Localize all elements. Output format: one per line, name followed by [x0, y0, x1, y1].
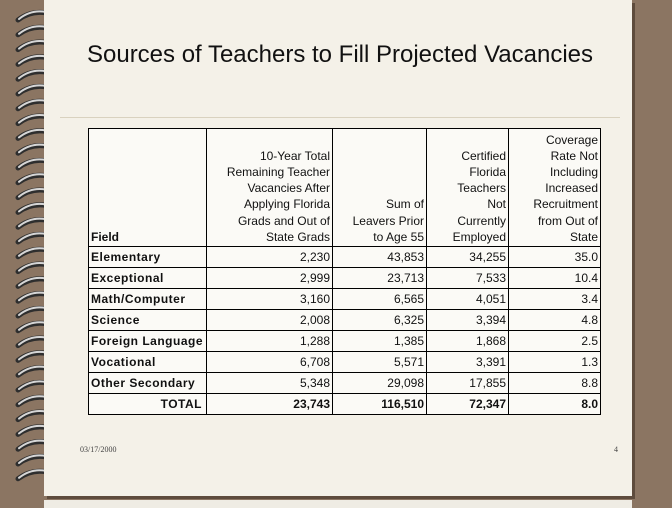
cell-field: Exceptional: [89, 268, 207, 289]
footer-page-number: 4: [614, 445, 618, 454]
slide-title: Sources of Teachers to Fill Projected Vacancies: [86, 41, 594, 68]
cell-certified-not-employed: 7,533: [427, 268, 509, 289]
cell-field: Foreign Language: [89, 331, 207, 352]
cell-certified-not-employed: 17,855: [427, 373, 509, 394]
cell-remaining-vacancies: 1,288: [207, 331, 333, 352]
cell-certified-not-employed: 1,868: [427, 331, 509, 352]
cell-remaining-vacancies: 2,999: [207, 268, 333, 289]
table-row: [89, 373, 601, 394]
cell-remaining-vacancies: 2,008: [207, 310, 333, 331]
next-page-edge: [44, 500, 632, 508]
header-row: [89, 129, 601, 247]
cell-field: Other Secondary: [89, 373, 207, 394]
cell-field: Elementary: [89, 247, 207, 268]
cell-certified-not-employed: 3,391: [427, 352, 509, 373]
table-row: [89, 247, 601, 268]
cell-remaining-vacancies: 3,160: [207, 289, 333, 310]
teacher-sources-table: [88, 128, 601, 415]
cell-coverage-rate: 35.0: [509, 247, 601, 268]
footer-date: 03/17/2000: [80, 445, 117, 454]
cell-remaining-vacancies: 23,743: [207, 394, 333, 415]
cell-coverage-rate: 3.4: [509, 289, 601, 310]
cell-field: Vocational: [89, 352, 207, 373]
cell-field: TOTAL: [89, 394, 207, 415]
header-field: Field: [89, 129, 207, 247]
cell-certified-not-employed: 72,347: [427, 394, 509, 415]
cell-coverage-rate: 8.0: [509, 394, 601, 415]
cell-leavers-prior-55: 6,325: [333, 310, 427, 331]
total-row: [89, 394, 601, 415]
header-leavers-prior-55: Sum of Leavers Prior to Age 55: [333, 129, 427, 247]
table-row: [89, 352, 601, 373]
cell-coverage-rate: 4.8: [509, 310, 601, 331]
cell-coverage-rate: 8.8: [509, 373, 601, 394]
table-row: [89, 331, 601, 352]
cell-field: Science: [89, 310, 207, 331]
cell-remaining-vacancies: 6,708: [207, 352, 333, 373]
cell-leavers-prior-55: 1,385: [333, 331, 427, 352]
title-divider: [60, 117, 620, 118]
cell-remaining-vacancies: 5,348: [207, 373, 333, 394]
cell-certified-not-employed: 3,394: [427, 310, 509, 331]
header-remaining-vacancies: 10-Year Total Remaining Teacher Vacancies After Applying Florida Grads and Out of State Grads: [207, 129, 333, 247]
cell-certified-not-employed: 4,051: [427, 289, 509, 310]
cell-certified-not-employed: 34,255: [427, 247, 509, 268]
cell-leavers-prior-55: 116,510: [333, 394, 427, 415]
cell-remaining-vacancies: 2,230: [207, 247, 333, 268]
cell-leavers-prior-55: 6,565: [333, 289, 427, 310]
cell-leavers-prior-55: 29,098: [333, 373, 427, 394]
header-coverage-rate: Coverage Rate Not Including Increased Recruitment from Out of State: [509, 129, 601, 247]
cell-coverage-rate: 1.3: [509, 352, 601, 373]
cell-field: Math/Computer: [89, 289, 207, 310]
header-certified-not-employed: Certified Florida Teachers Not Currently Employed: [427, 129, 509, 247]
cell-leavers-prior-55: 5,571: [333, 352, 427, 373]
table-row: [89, 310, 601, 331]
cell-coverage-rate: 2.5: [509, 331, 601, 352]
cell-leavers-prior-55: 43,853: [333, 247, 427, 268]
table-row: [89, 289, 601, 310]
cell-coverage-rate: 10.4: [509, 268, 601, 289]
cell-leavers-prior-55: 23,713: [333, 268, 427, 289]
table-row: [89, 268, 601, 289]
